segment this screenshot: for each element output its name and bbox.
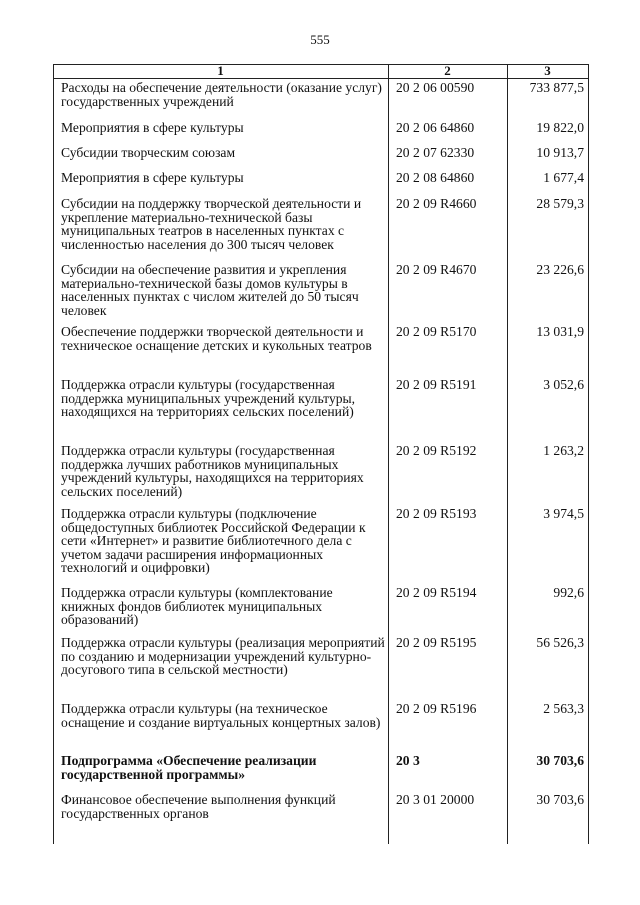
row-description: Поддержка отрасли культуры (комплектование книжных фондов библиотек муниципальных образований) bbox=[61, 585, 333, 627]
row-amount: 1 263,2 bbox=[543, 443, 584, 458]
table-border-left bbox=[53, 64, 54, 844]
row-amount: 23 226,6 bbox=[536, 262, 584, 277]
row-amount: 30 703,6 bbox=[536, 753, 584, 768]
row-amount: 3 052,6 bbox=[543, 377, 584, 392]
row-code: 20 2 09 R5195 bbox=[396, 635, 477, 650]
row-description: Поддержка отрасли культуры (государственная поддержка муниципальных учреждений культуры, находящихся на территориях сельских поселений) bbox=[61, 377, 356, 419]
row-amount: 10 913,7 bbox=[536, 145, 584, 160]
row-code: 20 2 09 R5192 bbox=[396, 443, 477, 458]
row-description: Обеспечение поддержки творческой деятельности и техническое оснащение детских и кукольных театров bbox=[61, 324, 372, 353]
row-amount: 2 563,3 bbox=[543, 701, 584, 716]
row-amount: 992,6 bbox=[553, 585, 584, 600]
column-header-3: 3 bbox=[544, 63, 551, 78]
row-code: 20 2 08 64860 bbox=[396, 170, 475, 185]
page-number: 555 bbox=[310, 32, 330, 47]
header-separator bbox=[53, 78, 589, 79]
row-code: 20 2 07 62330 bbox=[396, 145, 475, 160]
row-code: 20 2 09 R4670 bbox=[396, 262, 477, 277]
row-amount: 28 579,3 bbox=[536, 196, 584, 211]
row-amount: 19 822,0 bbox=[536, 120, 584, 135]
row-code: 20 2 06 00590 bbox=[396, 80, 475, 95]
row-description: Поддержка отрасли культуры (подключение общедоступных библиотек Российской Федерации к сети «Интернет» и развитие библиотечного дела с учетом задачи расширения информационных технологий и оцифровки) bbox=[61, 506, 366, 575]
row-code: 20 2 06 64860 bbox=[396, 120, 475, 135]
row-code: 20 2 09 R5196 bbox=[396, 701, 477, 716]
row-amount: 30 703,6 bbox=[536, 792, 584, 807]
row-description: Мероприятия в сфере культуры bbox=[61, 170, 244, 185]
column-header-1: 1 bbox=[217, 63, 224, 78]
row-description: Поддержка отрасли культуры (реализация мероприятий по созданию и модернизации учреждений культурно-досугового типа в сельской местности) bbox=[61, 635, 385, 677]
row-amount: 13 031,9 bbox=[536, 324, 584, 339]
row-description: Субсидии на поддержку творческой деятельности и укрепление материально-технической базы муниципальных театров в населенных пунктах с численностью населения до 300 тысяч человек bbox=[61, 196, 362, 252]
row-amount: 1 677,4 bbox=[543, 170, 584, 185]
row-code: 20 2 09 R4660 bbox=[396, 196, 477, 211]
row-amount: 733 877,5 bbox=[529, 80, 584, 95]
row-description: Субсидии на обеспечение развития и укрепления материально-технической базы домов культуры в населенных пунктах с числом жителей до 50 тысяч человек bbox=[61, 262, 359, 318]
row-code: 20 3 bbox=[396, 753, 420, 768]
column-header-2: 2 bbox=[444, 63, 451, 78]
budget-table bbox=[53, 64, 589, 844]
row-amount: 56 526,3 bbox=[536, 635, 584, 650]
row-description: Поддержка отрасли культуры (государственная поддержка лучших работников муниципальных учреждений культуры, находящихся на территориях сельских поселений) bbox=[61, 443, 364, 499]
row-description: Финансовое обеспечение выполнения функций государственных органов bbox=[61, 792, 336, 821]
row-amount: 3 974,5 bbox=[543, 506, 584, 521]
column-divider-1 bbox=[388, 64, 389, 844]
row-code: 20 2 09 R5193 bbox=[396, 506, 477, 521]
row-description: Субсидии творческим союзам bbox=[61, 145, 236, 160]
row-code: 20 2 09 R5170 bbox=[396, 324, 477, 339]
row-code: 20 2 09 R5194 bbox=[396, 585, 477, 600]
row-description: Мероприятия в сфере культуры bbox=[61, 120, 244, 135]
table-border-right bbox=[588, 64, 589, 844]
row-code: 20 3 01 20000 bbox=[396, 792, 475, 807]
row-description: Расходы на обеспечение деятельности (оказание услуг) государственных учреждений bbox=[61, 80, 382, 109]
row-description: Поддержка отрасли культуры (на техническое оснащение и создание виртуальных концертных залов) bbox=[61, 701, 381, 730]
row-code: 20 2 09 R5191 bbox=[396, 377, 477, 392]
row-description: Подпрограмма «Обеспечение реализации государственной программы» bbox=[61, 753, 317, 782]
